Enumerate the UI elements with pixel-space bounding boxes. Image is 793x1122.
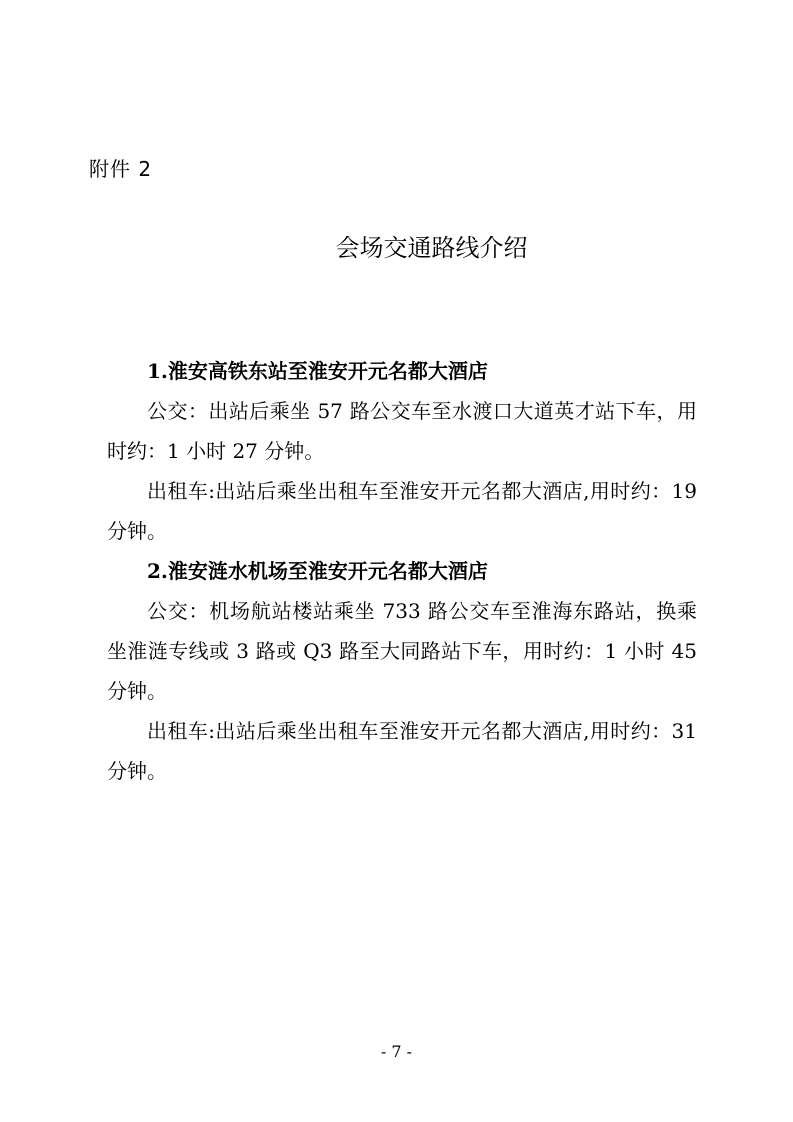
section-heading-2: 2.淮安涟水机场至淮安开元名都大酒店 [147,559,488,583]
section-heading-1: 1.淮安高铁东站至淮安开元名都大酒店 [147,359,488,383]
attachment-label: 附件 2 [89,157,153,181]
section-2-bus-route: 公交：机场航站楼站乘坐 733 路公交车至淮海东路站，换乘坐淮涟专线或 3 路或 Q3 路至大同路站下车，用时约：1 小时 45 分钟。 [107,599,697,703]
document-title: 会场交通路线介绍 [335,234,528,262]
section-1-bus-route: 公交：出站后乘坐 57 路公交车至水渡口大道英才站下车，用时约：1 小时 27 分钟。 [107,399,697,463]
route-content [107,351,697,791]
section-1-taxi-route: 出租车:出站后乘坐出租车至淮安开元名都大酒店,用时约：19 分钟。 [107,479,697,543]
section-2-taxi-route: 出租车:出站后乘坐出租车至淮安开元名都大酒店,用时约：31 分钟。 [107,719,697,783]
page-number: - 7 - [380,1042,413,1061]
